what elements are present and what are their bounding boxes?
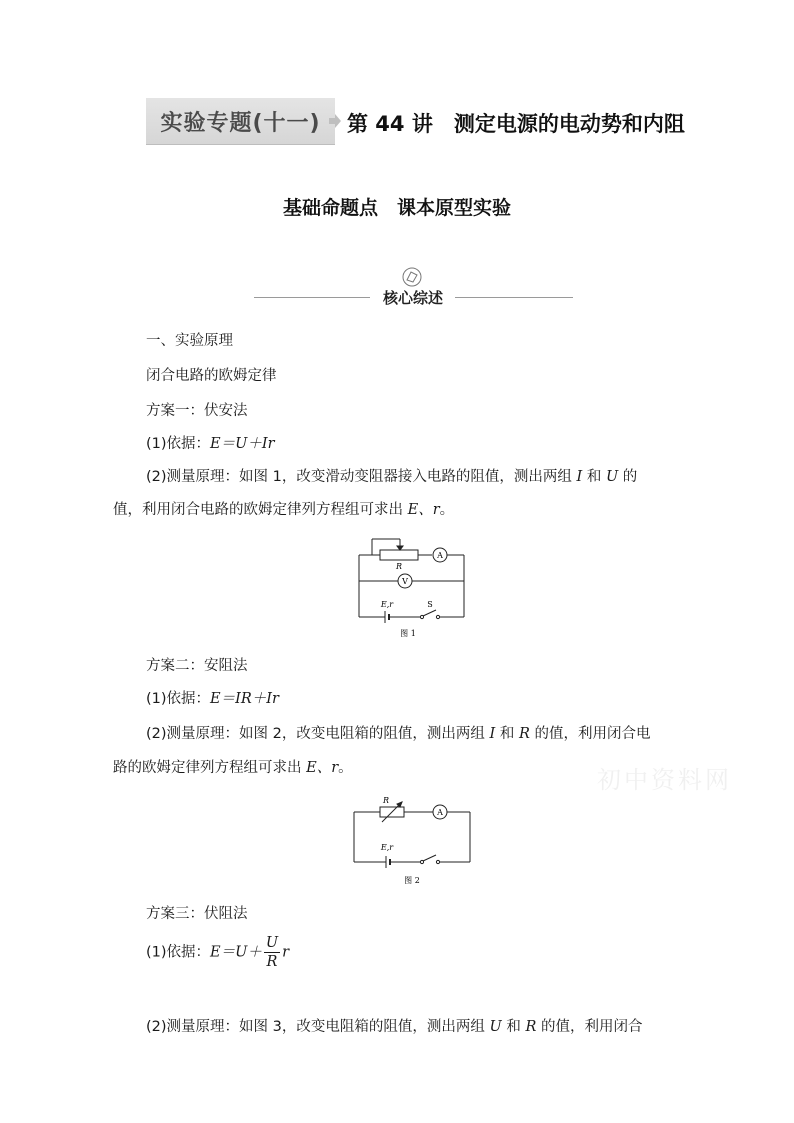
fig1-ammeter-label: A	[437, 551, 443, 560]
fig1-source-label: E,r	[380, 600, 394, 609]
core-overview-label: 核心综述	[382, 289, 443, 307]
figure-2-circuit	[346, 792, 476, 888]
plan2-formula: E＝IR＋Ir	[210, 691, 279, 707]
text-run: (2)测量原理：如图 1，改变滑动变阻器接入电路的阻值，测出两组	[146, 469, 577, 485]
fig2-ammeter-label: A	[437, 808, 443, 817]
plan1-principle-line2	[113, 500, 454, 520]
var-i: I	[489, 726, 496, 742]
plan3-formula-tail: r	[282, 944, 290, 961]
watermark: 初中资料网	[597, 766, 732, 794]
var-r: R	[518, 726, 530, 742]
var-u: U	[605, 469, 619, 485]
section-title: 基础命题点 课本原型实验	[282, 197, 511, 219]
var-u: U	[489, 1019, 502, 1035]
plan3-title: 方案三：伏阻法	[146, 906, 248, 922]
text-run: 值，利用闭合电路的欧姆定律列方程组可求出	[113, 502, 408, 518]
frac-numerator: U	[265, 935, 279, 951]
fig2-r-label: R	[382, 796, 390, 805]
plan3-principle-line1	[146, 1017, 642, 1037]
plan1-basis	[146, 434, 275, 454]
var-i: I	[576, 469, 583, 485]
text-run: (2)测量原理：如图 2，改变电阻箱的阻值，测出两组	[146, 726, 490, 742]
plan2-basis	[146, 689, 279, 709]
text-run: 和	[495, 726, 519, 742]
plan2-basis-label: (1)依据：	[146, 691, 211, 707]
plan3-basis-label: (1)依据：	[146, 944, 211, 961]
text-run: (2)测量原理：如图 3，改变电阻箱的阻值，测出两组	[146, 1019, 490, 1035]
result-er: E、r	[306, 760, 339, 776]
text-run: 的值，利用闭合电	[529, 726, 651, 742]
text-run: 和	[582, 469, 606, 485]
law-line: 闭合电路的欧姆定律	[146, 368, 277, 384]
frac-denominator: R	[266, 954, 278, 970]
fig1-r-label: R	[395, 562, 403, 571]
plan1-basis-label: (1)依据：	[146, 436, 211, 452]
result-er: E、r	[407, 502, 440, 518]
fig2-source-label: E,r	[380, 843, 394, 852]
plan3-fraction	[264, 934, 280, 971]
plan2-principle-line1	[146, 724, 650, 744]
fig1-caption: 图 1	[400, 629, 416, 638]
var-r: R	[525, 1019, 537, 1035]
plan1-formula: E＝U＋Ir	[210, 436, 275, 452]
divider-line-right	[455, 297, 573, 298]
text-run: 和	[501, 1019, 526, 1035]
plan3-formula-lhs: E＝U＋	[210, 944, 262, 961]
text-run: 。	[338, 760, 353, 776]
heading-experiment-principle: 一、实验原理	[146, 333, 233, 349]
plan2-title: 方案二：安阻法	[146, 658, 248, 674]
text-run: 的值，利用闭合	[536, 1019, 643, 1035]
text-run: 路的欧姆定律列方程组可求出	[113, 760, 307, 776]
arrow-icon	[328, 113, 342, 129]
figure-1-circuit	[350, 533, 474, 643]
text-run: 。	[439, 502, 455, 518]
fig1-voltmeter-label: V	[402, 577, 408, 586]
topic-badge: 实验专题(十一)	[146, 98, 335, 145]
plan2-principle-line2	[113, 758, 353, 778]
lecture-title: 第 44 讲 测定电源的电动势和内阻	[347, 112, 685, 136]
plan1-title: 方案一：伏安法	[146, 403, 248, 419]
text-run: 的	[618, 469, 638, 485]
fig1-switch-label: S	[427, 600, 433, 609]
plan1-principle-line1	[146, 467, 637, 487]
core-overview-icon	[399, 266, 425, 288]
plan3-basis	[146, 934, 289, 971]
divider-line-left	[254, 297, 370, 298]
fig2-caption: 图 2	[404, 876, 420, 885]
